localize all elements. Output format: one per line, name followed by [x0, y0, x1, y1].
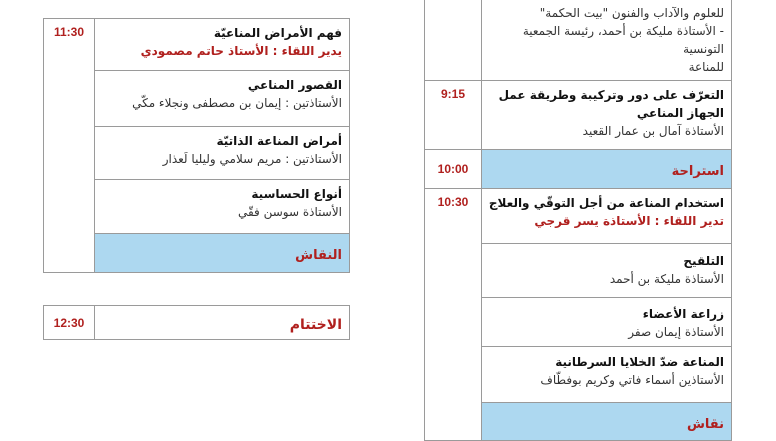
- intro-line-1: للعلوم والآداب والفنون "بيت الحكمة": [539, 6, 724, 20]
- time-1000: 10:00: [425, 150, 482, 189]
- item-immunodeficiency: [95, 71, 350, 127]
- item-speaker: الأستاذة مليكة بن أحمد: [609, 272, 724, 286]
- session-1030-title: استخدام المناعة من أجل التوقّي والعلاج: [488, 196, 724, 210]
- item-speaker: الأستاذتين : إيمان بن مصطفى ونجلاء مكّي: [132, 96, 342, 110]
- closing-table: [43, 305, 350, 340]
- item-speaker: الأستاذين أسماء فاتي وكريم بوفطّاف: [540, 373, 724, 387]
- item-transplant: [482, 298, 732, 347]
- item-title: أمراض المناعة الذاتيّة: [216, 134, 342, 148]
- time-cell-empty: [425, 0, 482, 81]
- intro-cell: [482, 0, 732, 81]
- item-title: أنواع الحساسية: [251, 187, 342, 201]
- discussion-cell-left: [95, 234, 350, 273]
- discussion-label: نقاش: [686, 416, 724, 432]
- session-1130-moderator: يدير اللقاء : الأستاذ حاتم مصمودي: [140, 44, 342, 58]
- break-cell: [482, 150, 732, 189]
- session-915-title: التعرّف على دور وتركيبة وطريقة عمل الجهاز المناعي: [498, 88, 724, 120]
- item-vaccination: [482, 244, 732, 298]
- closing-cell: [95, 306, 350, 340]
- item-title: زراعة الأعضاء: [642, 307, 724, 321]
- intro-line-3: للمناعة: [688, 60, 724, 74]
- time-1130: 11:30: [44, 19, 95, 273]
- session-1030: [482, 189, 732, 244]
- item-title: القصور المناعي: [247, 78, 342, 92]
- item-autoimmune: [95, 127, 350, 180]
- intro-line-2: - الأستاذة مليكة بن أحمد، رئيسة الجمعية التونسية: [522, 24, 724, 56]
- item-title: المناعة ضدّ الخلايا السرطانية: [555, 355, 724, 369]
- item-speaker: الأستاذة إيمان صفر: [628, 325, 724, 339]
- session-1130-title: فهم الأمراض المناعيّة: [213, 26, 342, 40]
- item-title: التلقيح: [683, 254, 724, 268]
- discussion-cell-right: [482, 403, 732, 441]
- left-schedule-table: [43, 18, 350, 273]
- break-label: استراحة: [671, 164, 724, 179]
- session-1130: [95, 19, 350, 71]
- item-allergy: [95, 180, 350, 234]
- session-915: [482, 81, 732, 150]
- item-speaker: الأستاذتين : مريم سلامي وليليا لَعذار: [162, 152, 342, 166]
- item-cancer: [482, 347, 732, 403]
- discussion-label: النقاش: [295, 248, 342, 263]
- time-1030: 10:30: [425, 189, 482, 441]
- time-915: 9:15: [425, 81, 482, 150]
- session-1030-moderator: تدير اللقاء : الأستاذة يسر قرجي: [534, 214, 724, 228]
- session-915-speaker: الأستاذة آمال بن عمار القعيد: [582, 124, 724, 138]
- closing-label: الاختتام: [289, 316, 342, 333]
- right-schedule-table: [424, 0, 732, 441]
- item-speaker: الأستاذة سوسن فقّي: [237, 205, 342, 219]
- time-1230: 12:30: [44, 306, 95, 340]
